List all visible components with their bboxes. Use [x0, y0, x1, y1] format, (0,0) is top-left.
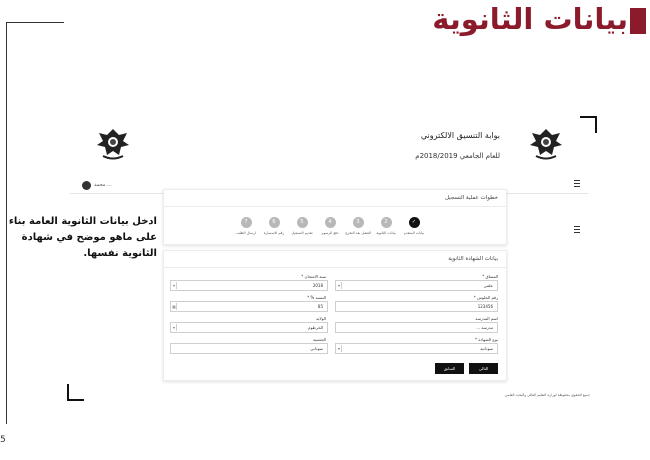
slide-title: بيانات الثانوية [432, 2, 628, 36]
next-button[interactable]: التالي [469, 363, 498, 374]
nationality-input[interactable] [170, 343, 328, 354]
step-6[interactable] [260, 217, 288, 235]
step-circle: 4 [325, 217, 336, 228]
field-value: سوداني [310, 346, 323, 351]
user-avatar-icon [82, 181, 91, 190]
field-value: الخرطوم [308, 325, 323, 330]
step-label: تقديم التسجيل [291, 231, 313, 235]
track-select[interactable] [335, 280, 498, 291]
exam-year-select[interactable] [170, 280, 328, 291]
divider [164, 206, 506, 207]
step-label: ارسال الطلب [236, 231, 256, 235]
calendar-icon: ▦ [172, 304, 176, 309]
field-value: 123456 [477, 304, 493, 309]
title-accent-bar [630, 8, 646, 34]
chevron-down-icon: ▾ [172, 325, 175, 330]
instruction-text: ادخل بيانات الثانوية العامة بناء على ماهو موضح في شهادة الثانوية نفسها. [8, 216, 157, 259]
state-label: الولاية [316, 316, 326, 321]
secondary-certificate-form [163, 250, 507, 381]
chevron-down-icon: ▾ [337, 283, 340, 288]
step-4[interactable] [316, 217, 344, 235]
corner-bracket-bottom-left [67, 384, 84, 401]
footer-copyright: جميع الحقوق محفوظة لوزارة التعليم العالي والبحث العلمي [504, 393, 590, 397]
school-label: اسم المدرسة [475, 316, 498, 321]
step-2[interactable] [372, 217, 400, 235]
steps-card-header: خطوات عملية التسجيل [445, 195, 498, 201]
portal-name: بوابة التنسيق الالكتروني [420, 131, 500, 140]
certificate-type-select[interactable] [335, 343, 498, 354]
field-value: مدرسة ... [476, 325, 493, 330]
steps-card [163, 189, 507, 245]
chevron-down-icon: ▾ [172, 283, 175, 288]
field-value: 2018 [312, 283, 323, 288]
seat-number-label: رقم الجلوس * [473, 295, 498, 300]
percentage-input[interactable] [170, 301, 328, 312]
step-circle: 2 [381, 217, 392, 228]
step-5[interactable] [288, 217, 316, 235]
step-circle: 3 [353, 217, 364, 228]
divider [164, 267, 506, 268]
stepper [232, 217, 428, 241]
state-select[interactable] [170, 322, 328, 333]
step-7[interactable] [232, 217, 260, 235]
field-value: 85 [317, 304, 323, 309]
decorative-line-horizontal [6, 22, 64, 23]
certificate-type-label: نوع الشهادة * [475, 337, 498, 342]
seat-number-input[interactable] [335, 301, 498, 312]
step-label: دفع الرسوم [321, 231, 339, 235]
previous-button[interactable]: السابق [435, 363, 464, 374]
nationality-label: الجنسية [312, 337, 326, 342]
step-circle: 5 [297, 217, 308, 228]
user-name: محمد ... [94, 182, 112, 188]
corner-bracket-top-right [580, 116, 597, 133]
step-circle: ✓ [409, 217, 420, 228]
school-input[interactable] [335, 322, 498, 333]
sudan-emblem-icon [93, 123, 133, 163]
field-value: علمي [483, 283, 493, 288]
step-1[interactable] [400, 217, 428, 235]
step-3[interactable] [344, 217, 372, 235]
field-value: سودانية [480, 346, 493, 351]
sudan-emblem-icon [526, 123, 566, 163]
step-label: بيانات الثانوية [376, 231, 396, 235]
step-label: رقم الاستمارة [263, 231, 285, 235]
step-label: الفصل بعد التخرج [345, 231, 371, 235]
academic-year: للعام الجامعي 2018/2019م [415, 152, 500, 160]
chevron-down-icon: ▾ [337, 346, 340, 351]
step-circle: 7 [241, 217, 252, 228]
user-menu[interactable] [82, 179, 112, 191]
hamburger-menu-icon[interactable] [574, 226, 580, 233]
step-label: بيانات المتقدم [403, 231, 425, 235]
track-label: المساق * [482, 274, 498, 279]
percentage-label: النسبة % * [307, 295, 326, 300]
exam-year-label: سنة الامتحان * [301, 274, 326, 279]
hamburger-menu-icon[interactable] [574, 180, 580, 187]
step-circle: 6 [269, 217, 280, 228]
form-card-header: بيانات الشهادة الثانوية [448, 256, 498, 262]
page-number: 5 [0, 435, 6, 445]
